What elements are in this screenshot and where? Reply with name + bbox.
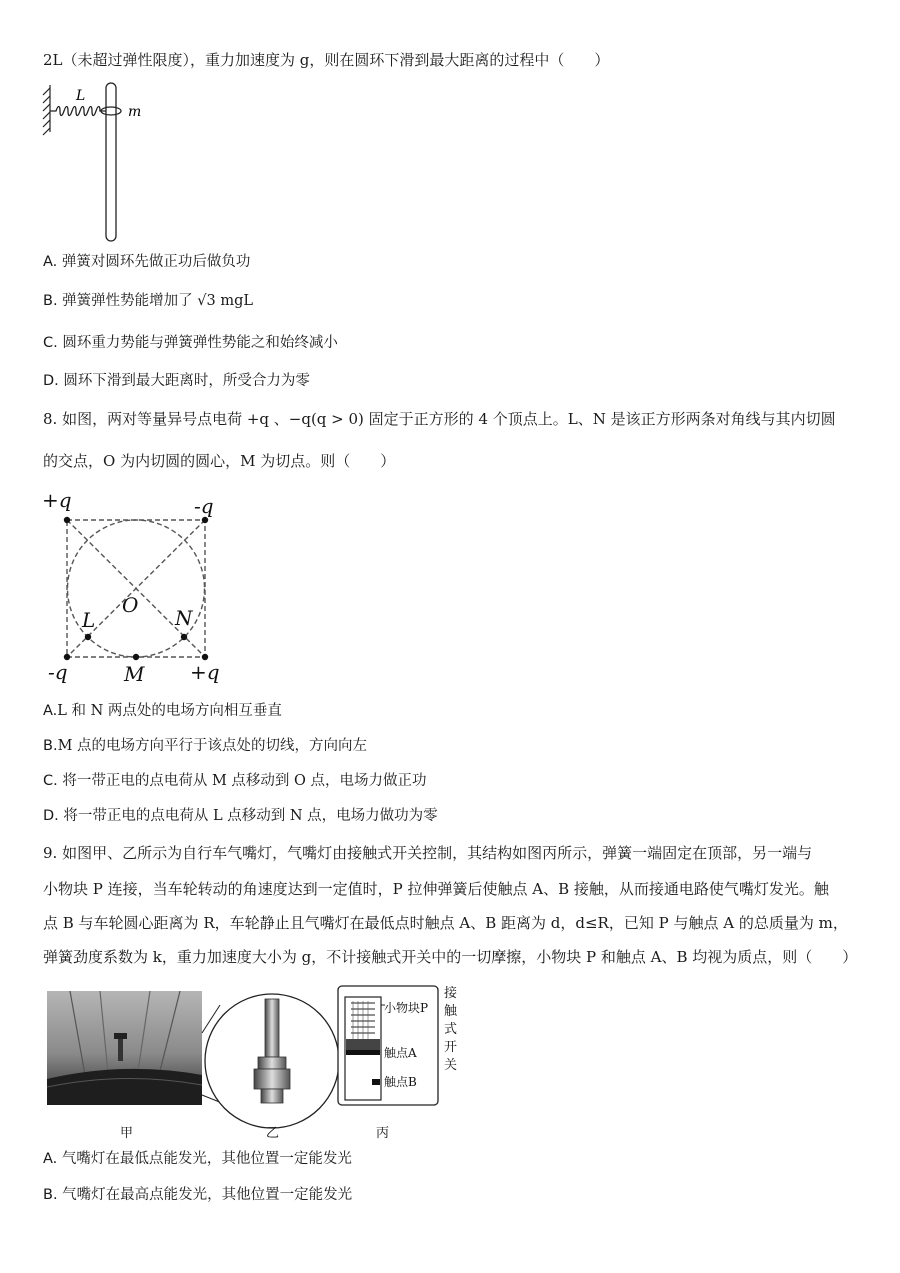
q8-stem-line2: 的交点，O 为内切圆的圆心，M 为切点。则（ ）: [43, 452, 396, 470]
option-key: C.: [43, 773, 58, 789]
option-key: A.: [43, 254, 58, 270]
option-text: 气嘴灯在最低点能发光，其他位置一定能发光: [61, 1151, 352, 1167]
charge-dot-top-left: [64, 517, 70, 523]
mass-label: m: [128, 104, 142, 120]
label-switch-vertical: [444, 985, 458, 1073]
q8-stem-line1: 8. 如图，两对等量异号点电荷 +q 、−q(q > 0) 固定于正方形的 4 个顶点上。L、N 是该正方形两条对角线与其内切圆: [43, 410, 836, 428]
label-point-n: N: [175, 606, 193, 630]
option-key: D.: [43, 373, 59, 389]
option-text: 气嘴灯在最高点能发光，其他位置一定能发光: [62, 1187, 353, 1203]
option-key: A.: [43, 703, 58, 719]
point-l-dot: [85, 634, 91, 640]
option-key: D.: [43, 808, 59, 824]
switch-char: 式: [444, 1022, 458, 1037]
label-top-right: -q: [194, 494, 214, 518]
option-key: C.: [43, 335, 58, 351]
wall-hatch: [43, 85, 50, 135]
q8-option-b: [43, 736, 367, 756]
q9-stem-line1: 9. 如图甲、乙所示为自行车气嘴灯，气嘴灯由接触式开关控制，其结构如图丙所示，弹簧一端固定在顶部，另一端与: [43, 844, 813, 862]
point-m-dot: [133, 654, 139, 660]
q7-option-d: [43, 371, 310, 391]
fig-a-wheel-photo: [47, 991, 202, 1105]
option-key: B.: [43, 1187, 58, 1203]
option-text: 弹簧弹性势能增加了 √3 mgL: [62, 293, 254, 309]
label-fig-b: 乙: [266, 1126, 280, 1141]
label-fig-c: 丙: [376, 1126, 390, 1141]
q7-option-a: [43, 252, 250, 272]
q9-stem-line4: 弹簧劲度系数为 k，重力加速度大小为 g，不计接触式开关中的一切摩擦，小物块 P 和触点 A、B 均视为质点，则（ ）: [43, 948, 858, 966]
switch-char: 关: [444, 1058, 458, 1073]
q9-stem-line3: 点 B 与车轮圆心距离为 R，车轮静止且气嘴灯在最低点时触点 A、B 距离为 d，d≤R，已知 P 与触点 A 的总质量为 m，: [43, 914, 848, 932]
point-n-dot: [181, 634, 187, 640]
option-key: B.: [43, 738, 58, 754]
label-block-p: 小物块P: [384, 1001, 429, 1015]
option-text: 将一带正电的点电荷从 L 点移动到 N 点，电场力做功为零: [63, 808, 438, 824]
option-text: 圆环下滑到最大距离时，所受合力为零: [63, 373, 310, 389]
q9-option-a: [43, 1149, 352, 1169]
switch-char: 触: [444, 1004, 458, 1019]
label-top-left: +q: [42, 488, 72, 512]
option-key: B.: [43, 293, 58, 309]
label-fig-a: 甲: [120, 1126, 134, 1141]
spring-label: L: [76, 88, 86, 104]
label-point-m: M: [124, 662, 145, 686]
q7-option-c: [43, 333, 338, 353]
q7-stem-tail: 2L（未超过弹性限度），重力加速度为 g，则在圆环下滑到最大距离的过程中（ ）: [43, 51, 610, 69]
switch-char: 接: [444, 986, 458, 1001]
switch-char: 开: [444, 1040, 458, 1055]
spring: [50, 107, 106, 116]
q9-option-b: [43, 1185, 352, 1205]
option-text: 圆环重力势能与弹簧弹性势能之和始终减小: [62, 335, 338, 351]
q9-figure: [40, 975, 470, 1145]
label-contact-a: 触点A: [384, 1046, 417, 1060]
q7-option-b: [43, 291, 253, 311]
label-bottom-left: -q: [48, 660, 68, 684]
label-bottom-right: +q: [190, 660, 220, 684]
label-contact-b: 触点B: [384, 1075, 417, 1089]
q8-option-a: [43, 701, 282, 721]
q8-figure: [40, 487, 240, 687]
fig-b-valve-lamp: [202, 994, 350, 1128]
label-center-o: O: [122, 593, 139, 617]
option-text: 弹簧对圆环先做正功后做负功: [61, 254, 251, 270]
label-point-l: L: [82, 608, 96, 632]
option-text: L 和 N 两点处的电场方向相互垂直: [57, 703, 282, 719]
option-text: 将一带正电的点电荷从 M 点移动到 O 点，电场力做正功: [62, 773, 427, 789]
q8-option-c: [43, 771, 427, 791]
q7-figure: [40, 80, 160, 245]
q8-option-d: [43, 806, 438, 826]
option-text: M 点的电场方向平行于该点处的切线，方向向左: [57, 738, 368, 754]
q9-stem-line2: 小物块 P 连接，当车轮转动的角速度达到一定值时，P 拉伸弹簧后使触点 A、B 接触，从而接通电路使气嘴灯发光。触: [43, 880, 829, 898]
option-key: A.: [43, 1151, 58, 1167]
